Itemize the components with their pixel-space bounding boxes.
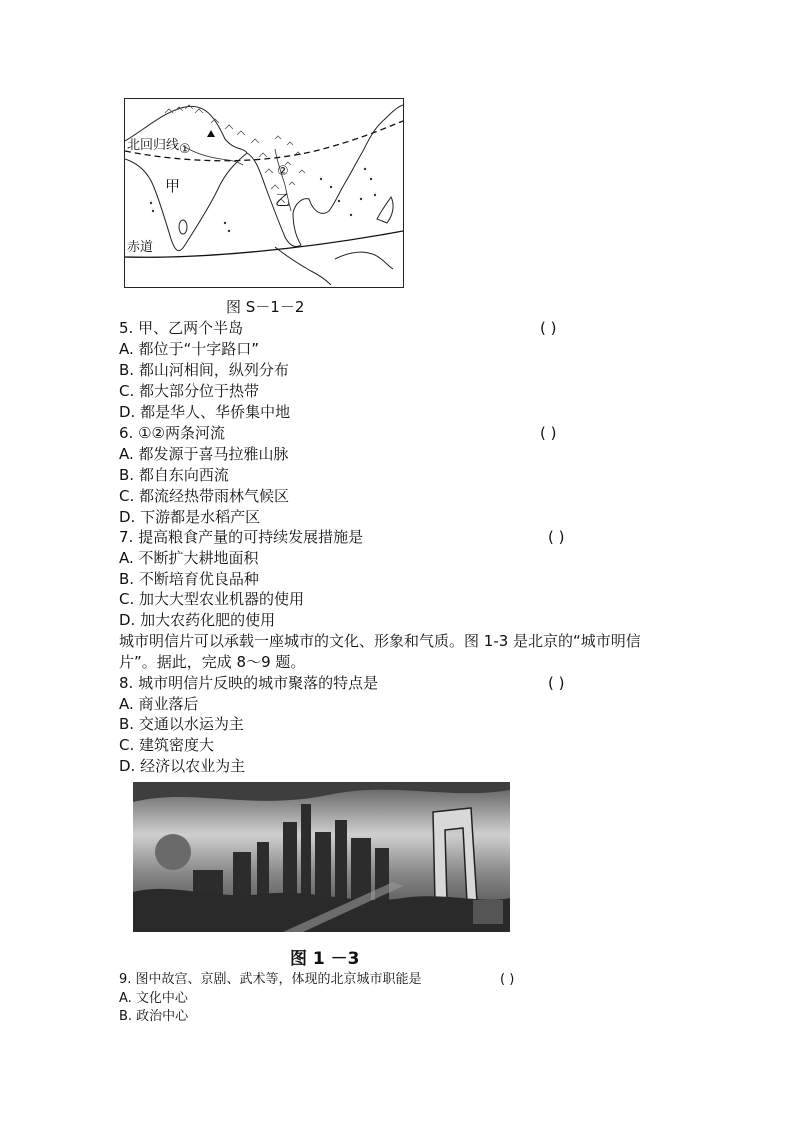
question-6-option-c: C. 都流经热带雨林气候区 [119, 487, 290, 505]
passage-line-1: 城市明信片可以承载一座城市的文化、形象和气质。图 1-3 是北京的“城市明信 [119, 632, 641, 650]
question-8-stem: 8. 城市明信片反映的城市聚落的特点是 [119, 674, 379, 692]
question-5-option-a: A. 都位于“十字路口” [119, 340, 260, 358]
map-figure [124, 98, 404, 288]
question-7-option-b: B. 不断培育优良品种 [119, 570, 259, 588]
question-8-answer-blank: ( ) [548, 674, 565, 692]
question-7-option-d: D. 加大农药化肥的使用 [119, 611, 276, 629]
question-7-answer-blank: ( ) [548, 528, 565, 546]
philippines-island [377, 197, 393, 223]
question-5-stem: 5. 甲、乙两个半岛 [119, 319, 244, 337]
question-6-option-b: B. 都自东向西流 [119, 466, 229, 484]
question-7-stem: 7. 提高粮食产量的可持续发展措施是 [119, 528, 364, 546]
question-9-stem: 9. 图中故宫、京剧、武术等，体现的北京城市职能是 [119, 972, 422, 987]
peninsula-b-label: 乙 [275, 191, 291, 209]
question-6-stem: 6. ①②两条河流 [119, 424, 225, 442]
borneo-coast [335, 252, 393, 269]
question-5-option-b: B. 都山河相间，纵列分布 [119, 361, 289, 379]
question-7-option-c: C. 加大大型农业机器的使用 [119, 590, 305, 608]
passage-line-2: 片”。据此，完成 8～9 题。 [119, 653, 306, 671]
question-9-option-b: B. 政治中心 [119, 1009, 189, 1024]
question-9-option-a: A. 文化中心 [119, 991, 188, 1006]
question-7-option-a: A. 不断扩大耕地面积 [119, 549, 259, 567]
indian-coast [125, 106, 247, 250]
question-9-answer-blank: ( ) [500, 972, 515, 987]
sri-lanka-island [179, 220, 187, 234]
indochina-coast [247, 105, 403, 247]
question-5-option-c: C. 都大部分位于热带 [119, 382, 260, 400]
river-1-label: ① [179, 142, 191, 157]
question-8-option-d: D. 经济以农业为主 [119, 757, 246, 775]
city-skyline-drawing [133, 782, 510, 932]
question-6-option-d: D. 下游都是水稻产区 [119, 508, 261, 526]
equator-line [125, 231, 403, 257]
sumatra-coast [275, 247, 331, 285]
question-8-option-b: B. 交通以水运为主 [119, 715, 244, 733]
question-5-answer-blank: ( ) [540, 319, 557, 337]
question-5-option-d: D. 都是华人、华侨集中地 [119, 403, 291, 421]
question-8-option-c: C. 建筑密度大 [119, 736, 215, 754]
question-6-option-a: A. 都发源于喜马拉雅山脉 [119, 445, 289, 463]
figure1-caption: 图 S－1－2 [226, 298, 305, 316]
city-postcard-photo [133, 782, 510, 932]
peak-marker [207, 130, 215, 137]
peninsula-a-label: 甲 [165, 177, 181, 195]
question-8-option-a: A. 商业落后 [119, 695, 199, 713]
river-2-label: ② [277, 164, 289, 179]
river-1 [185, 147, 243, 165]
question-6-answer-blank: ( ) [540, 424, 557, 442]
figure2-caption: 图 1 －3 [290, 949, 360, 969]
tropic-label: 北回归线 [127, 138, 180, 153]
equator-label: 赤道 [127, 240, 154, 255]
